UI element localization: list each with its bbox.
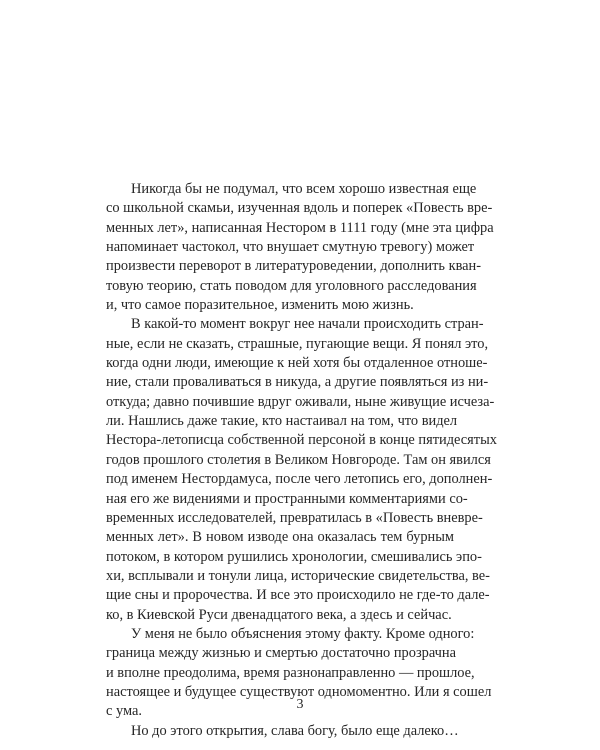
text-line: менных лет», написанная Нестором в 1111 году (мне эта цифра bbox=[106, 219, 494, 236]
text-line: В какой-то момент вокруг нее начали происходить стран- bbox=[131, 316, 484, 333]
text-line: под именем Нестордамуса, после чего летопись его, дополнен- bbox=[106, 471, 493, 488]
text-line: менных лет». В новом изводе она оказалась тем бурным bbox=[106, 529, 454, 546]
text-line: товую теорию, стать поводом для уголовного расследования bbox=[106, 277, 477, 294]
text-line: ние, стали проваливаться в никуда, а другие появляться из ни- bbox=[106, 374, 489, 391]
text-line: и вполне преодолима, время разнонаправленно — прошлое, bbox=[106, 664, 475, 681]
text-line: годов прошлого столетия в Великом Новгороде. Там он явился bbox=[106, 451, 491, 468]
text-line: произвести переворот в литературоведении, дополнить кван- bbox=[106, 258, 482, 275]
text-line: ная его же видениями и пространными комментариями со- bbox=[106, 490, 468, 507]
text-line: хи, всплывали и тонули лица, исторические свидетельства, ве- bbox=[106, 567, 490, 584]
text-line: граница между жизнью и смертью достаточно прозрачна bbox=[106, 645, 456, 662]
text-line: когда одни люди, имеющие к ней хотя бы отдаленное отноше- bbox=[106, 355, 488, 372]
text-line: потоком, в котором рушились хронологии, смешивались эпо- bbox=[106, 548, 482, 565]
text-line: У меня не было объяснения этому факту. Кроме одного: bbox=[131, 625, 475, 642]
text-line: щие сны и пророчества. И все это происходило не где-то дале- bbox=[106, 587, 490, 604]
text-line: и, что самое поразительное, изменить мою жизнь. bbox=[106, 297, 414, 314]
text-line: Нестора-летописца собственной персоной в конце пятидесятых bbox=[106, 432, 497, 449]
text-line: откуда; давно почившие вдруг оживали, ныне живущие исчеза- bbox=[106, 393, 495, 410]
text-line: Но до этого открытия, слава богу, было еще далеко… bbox=[131, 722, 459, 739]
text-line: ные, если не сказать, страшные, пугающие вещи. Я понял это, bbox=[106, 335, 489, 352]
text-line: с ума. bbox=[106, 703, 142, 720]
text-line: ли. Нашлись даже такие, кто настаивал на том, что видел bbox=[106, 413, 458, 430]
text-line: напоминает частокол, что внушает смутную тревогу) может bbox=[106, 239, 475, 256]
text-line: ко, в Киевской Руси двенадцатого века, а здесь и сейчас. bbox=[106, 606, 452, 623]
text-line: временных исследователей, превратилась в «Повесть вневре- bbox=[106, 509, 483, 526]
page-number: 3 bbox=[296, 697, 304, 712]
body-text bbox=[106, 180, 497, 741]
text-line: со школьной скамьи, изученная вдоль и поперек «Повесть вре- bbox=[106, 200, 493, 217]
text-line: настоящее и будущее существуют одномоментно. Или я сошел bbox=[106, 683, 492, 700]
text-line: Никогда бы не подумал, что всем хорошо известная еще bbox=[131, 181, 477, 197]
